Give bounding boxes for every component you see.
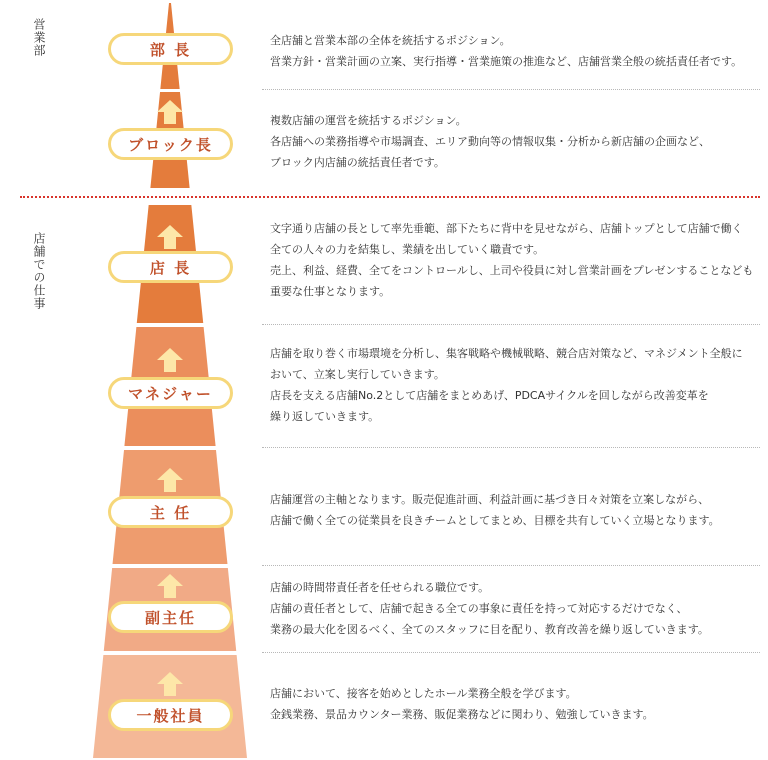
level-description-general-staff: 店舗において、接客を始めとしたホール業務全般を学びます。 金銭業務、景品カウンター業務、販促業務などに関わり、勉強していきます。 xyxy=(270,687,654,721)
level-badge-deputy-chief: 副主任 xyxy=(108,601,233,633)
level-badge-chief: 主 任 xyxy=(108,496,233,528)
separator-line xyxy=(262,565,760,566)
level-badge-general-staff: 一般社員 xyxy=(108,699,233,731)
level-description-department-manager: 全店舗と営業本部の全体を統括するポジション。 営業方針・営業計画の立案、実行指導・営業施策の推進など、店舗営業全般の統括責任者です。 xyxy=(270,34,743,68)
side-label-store-work: 店舗での仕事 xyxy=(32,232,46,310)
separator-line xyxy=(262,652,760,653)
side-label-sales-division: 営業部 xyxy=(32,18,46,57)
level-description-block-manager: 複数店舗の運営を統括するポジション。 各店舗への業務指導や市場調査、エリア動向等の情報収集・分析から新店舗の企画など、 ブロック内店舗の統括責任者です。 xyxy=(270,114,710,169)
level-description-deputy-chief: 店舗の時間帯責任者を任せられる職位です。 店舗の責任者として、店舗で起きる全ての事象に責任を持って対応するだけでなく、 業務の最大化を図るべく、全てのスタッフに目を配り、教育改善を繰り返していきます。 xyxy=(270,581,709,636)
level-description-manager: 店舗を取り巻く市場環境を分析し、集客戦略や機械戦略、競合店対策など、マネジメント全般に おいて、立案し実行していきます。 店長を支える店舗No.2として店舗をまとめあげ、PDCAサイクルを回しながら改善変革を 繰り返していきます。 xyxy=(270,347,743,423)
level-badge-manager: マネジャー xyxy=(108,377,233,409)
separator-line xyxy=(262,324,760,325)
section-divider xyxy=(20,196,760,198)
level-description-store-manager: 文字通り店舗の長として率先垂範、部下たちに背中を見せながら、店舗トップとして店舗で働く 全ての人々の力を結集し、業績を出していく職責です。 売上、利益、経費、全てをコントロールし、上司や役員に対し営業計画をプレゼンすることなども 重要な仕事となります。 xyxy=(270,222,754,298)
level-description-chief: 店舗運営の主軸となります。販売促進計画、利益計画に基づき日々対策を立案しながら、 店舗で働く全ての従業員を良きチームとしてまとめ、目標を共有していく立場となります。 xyxy=(270,493,720,527)
level-badge-block-manager: ブロック長 xyxy=(108,128,233,160)
separator-line xyxy=(262,447,760,448)
level-badge-department-manager: 部 長 xyxy=(108,33,233,65)
level-badge-store-manager: 店 長 xyxy=(108,251,233,283)
separator-line xyxy=(262,89,760,90)
